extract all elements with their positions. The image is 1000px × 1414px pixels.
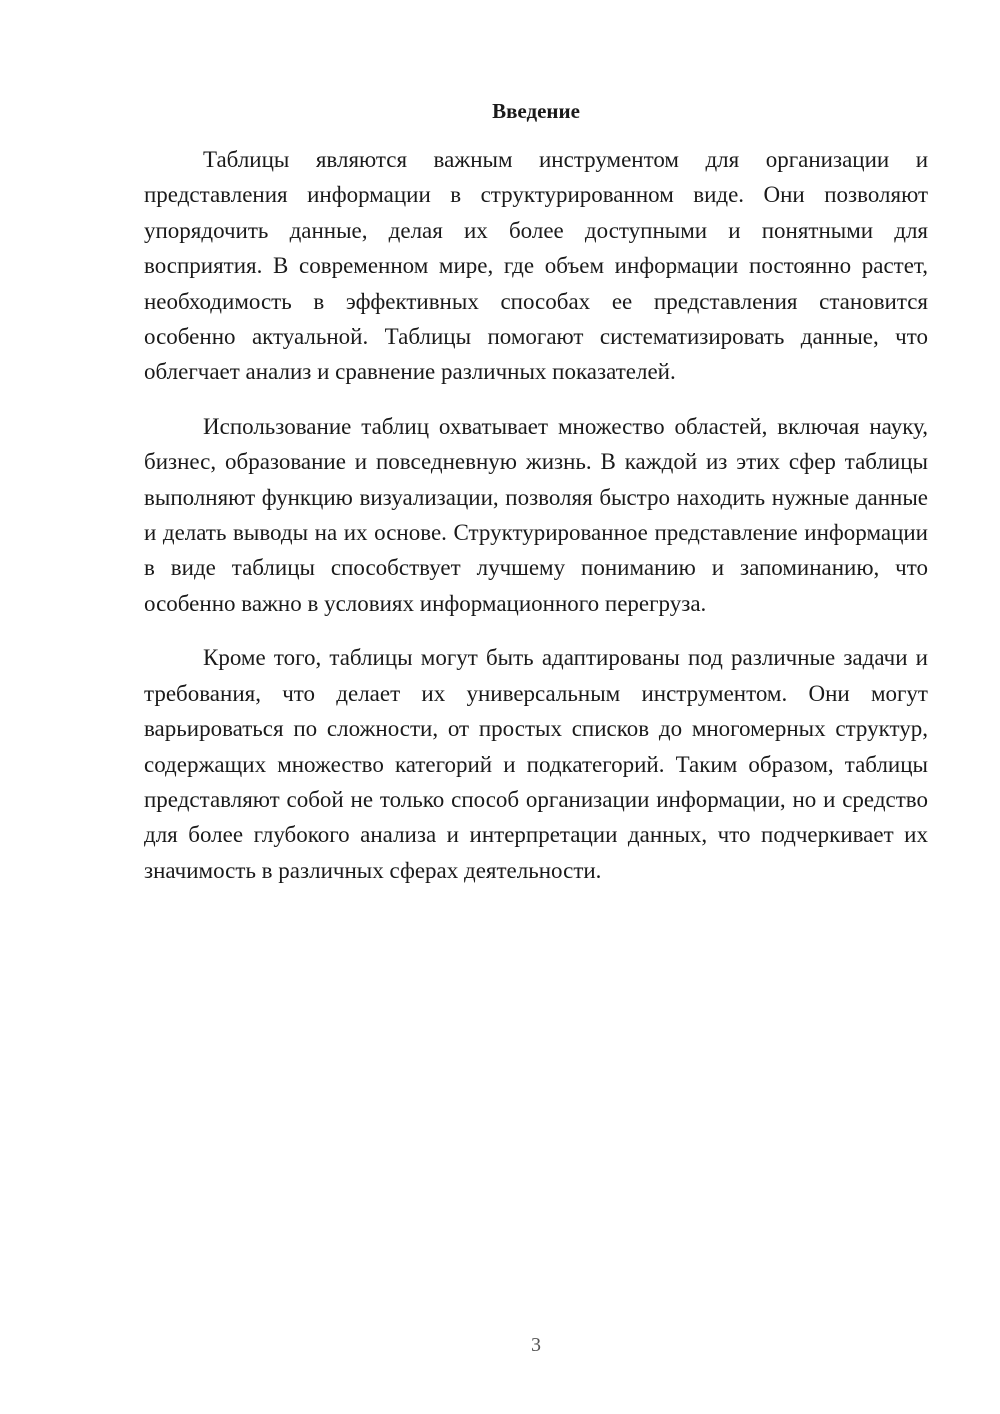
- body-text: [144, 142, 928, 907]
- paragraph-1: Таблицы являются важным инструментом для организации и представления информации в структурированном виде. Они позволяют упорядочить данные, делая их более доступными и понятными для восприятия. В современном мире, где объем информации постоянно растет, необходимость в эффективных способах ее представления становится особенно актуальной. Таблицы помогают систематизировать данные, что облегчает анализ и сравнение различных показателей.: [144, 147, 928, 385]
- page-title: Введение: [492, 99, 580, 123]
- paragraph-2: Использование таблиц охватывает множество областей, включая науку, бизнес, образование и повседневную жизнь. В каждой из этих сфер таблицы выполняют функцию визуализации, позволяя быстро находить нужные данные и делать выводы на их основе. Структурированное представление информации в виде таблицы способствует лучшему пониманию и запоминанию, что особенно важно в условиях информационного перегруза.: [144, 413, 928, 616]
- page-number: 3: [531, 1334, 541, 1356]
- paragraph-3: Кроме того, таблицы могут быть адаптированы под различные задачи и требования, что делает их универсальным инструментом. Они могут варьироваться по сложности, от простых списков до многомерных структур, содержащих множество категорий и подкатегорий. Таким образом, таблицы представляют собой не только способ организации информации, но и средство для более глубокого анализа и интерпретации данных, что подчеркивает их значимость в различных сферах деятельности.: [144, 645, 928, 883]
